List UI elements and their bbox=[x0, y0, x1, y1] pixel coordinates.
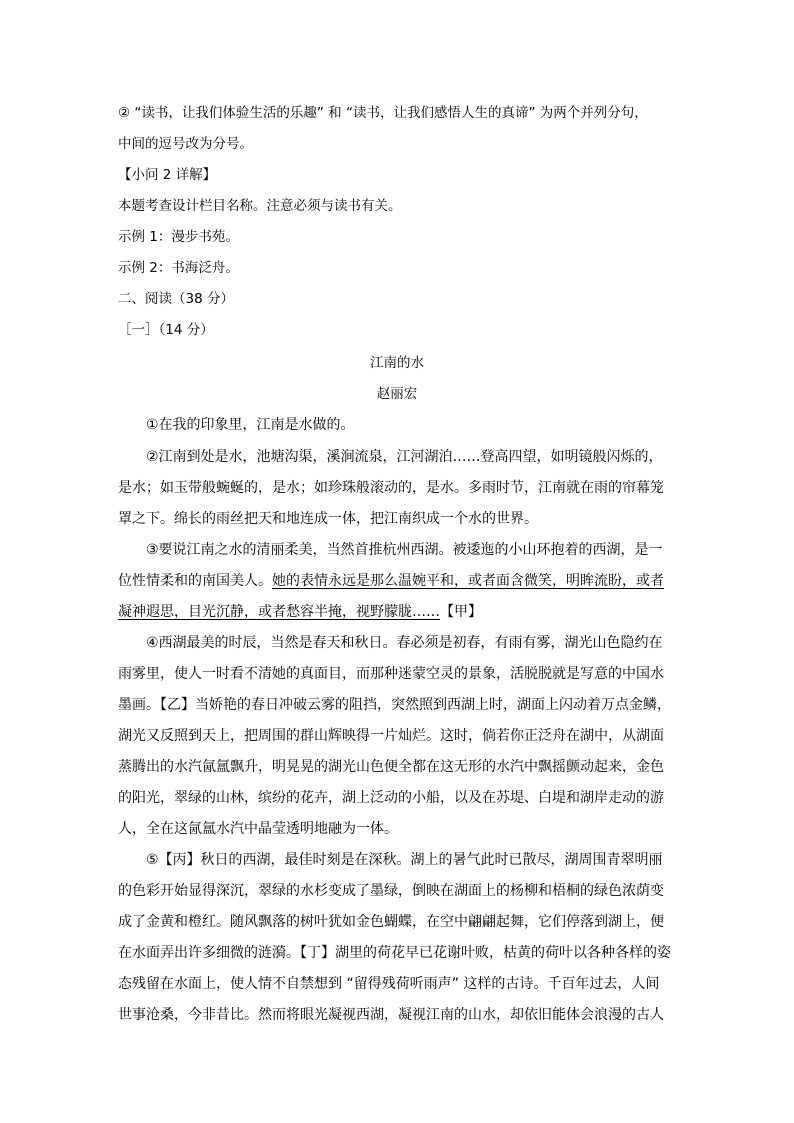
example-2: 示例 2：书海泛舟。 bbox=[118, 260, 239, 276]
paragraph-3-line-3 bbox=[118, 602, 482, 622]
paragraph-5-line-3: 成了金黄和橙红。随风飘落的树叶犹如金色蝴蝶，在空中翩翩起舞，它们停落到湖上，便 bbox=[118, 914, 664, 930]
paragraph-1: ①在我的印象里，江南是水做的。 bbox=[146, 417, 355, 433]
paragraph-5-line-5: 态残留在水面上，使人情不自禁想到 “留得残荷听雨声” 这样的古诗。千百年过去，人间 bbox=[118, 976, 660, 992]
paragraph-4-line-4: 湖光又反照到天上，把周围的群山辉映得一片灿烂。这时，倘若你正泛舟在湖中，从湖面 bbox=[118, 728, 664, 744]
paragraph-4-line-2: 雨雾里，使人一时看不清她的真面目，而那种迷蒙空灵的景象，活脱脱就是写意的中国水 bbox=[118, 666, 664, 682]
paragraph-5-line-6: 世事沧桑，今非昔比。然而将眼光凝视西湖，凝视江南的山水，却依旧能体会浪漫的古人 bbox=[118, 1007, 664, 1023]
paragraph-4-line-7: 人，全在这氤氲水汽中晶莹透明地融为一体。 bbox=[118, 821, 398, 837]
section-heading: 二、阅读（38 分） bbox=[118, 291, 234, 307]
answer-line-1: ② “读书，让我们体验生活的乐趣” 和 “读书，让我们感悟人生的真谛” 为两个并列分句， bbox=[118, 105, 648, 121]
article-title: 江南的水 bbox=[370, 355, 424, 371]
paragraph-3-plain: 位性情柔和的南国美人。 bbox=[118, 573, 272, 589]
paragraph-2-line-1: ②江南到处是水，池塘沟渠，溪涧流泉，江河湖泊……登高四望，如明镜般闪烁的， bbox=[146, 449, 663, 465]
paragraph-4-line-5: 蒸腾出的水汽氤氲飘升，明晃晃的湖光山色便全都在这无形的水汽中飘摇颤动起来，金色 bbox=[118, 759, 664, 775]
paragraph-3-line-2 bbox=[118, 571, 664, 591]
answer-line-2: 中间的逗号改为分号。 bbox=[118, 136, 253, 152]
marker-jia: 【甲】 bbox=[440, 604, 482, 620]
paragraph-5-line-1: ⑤【丙】秋日的西湖，最佳时刻是在深秋。湖上的暑气此时已散尽，湖周围青翠明丽 bbox=[146, 852, 663, 868]
paragraph-5-line-4: 在水面弄出许多细微的涟漪。【丁】湖里的荷花早已花谢叶败，枯黄的荷叶以各种各样的姿 bbox=[118, 945, 671, 961]
paragraph-4-line-3: 墨画。【乙】当娇艳的春日冲破云雾的阻挡，突然照到西湖上时，湖面上闪动着万点金鳞， bbox=[118, 697, 671, 713]
underlined-sentence-part-1: 她的表情永远是那么温婉平和，或者面含微笑，明眸流盼，或者 bbox=[272, 573, 664, 589]
explanation-line: 本题考查设计栏目名称。注意必须与读书有关。 bbox=[118, 198, 402, 214]
paragraph-2-line-3: 罩之下。绵长的雨丝把天和地连成一体，把江南织成一个水的世界。 bbox=[118, 511, 538, 527]
paragraph-3-line-1: ③要说江南之水的清丽柔美，当然首推杭州西湖。被逶迤的小山环抱着的西湖，是一 bbox=[146, 542, 663, 558]
paragraph-4-line-1: ④西湖最美的时辰，当然是春天和秋日。春必须是初春，有雨有雾，湖光山色隐约在 bbox=[146, 635, 663, 651]
paragraph-2-line-2: 是水；如玉带般蜿蜒的，是水；如珍珠般滚动的，是水。多雨时节，江南就在雨的帘幕笼 bbox=[118, 480, 664, 496]
paragraph-4-line-6: 的阳光，翠绿的山林，缤纷的花卉，湖上泛动的小船，以及在苏堤、白堤和湖岸走动的游 bbox=[118, 790, 664, 806]
underlined-sentence-part-2: 凝神遐思，目光沉静，或者愁容半掩，视野朦胧…… bbox=[118, 604, 440, 620]
example-1: 示例 1：漫步书苑。 bbox=[118, 229, 239, 245]
article-author: 赵丽宏 bbox=[376, 386, 418, 402]
part-heading: ［一］（14 分） bbox=[118, 322, 214, 338]
sub-question-heading: 【小问 2 详解】 bbox=[118, 167, 217, 183]
paragraph-5-line-2: 的色彩开始显得深沉，翠绿的水杉变成了墨绿，倒映在湖面上的杨柳和梧桐的绿色浓荫变 bbox=[118, 883, 664, 899]
